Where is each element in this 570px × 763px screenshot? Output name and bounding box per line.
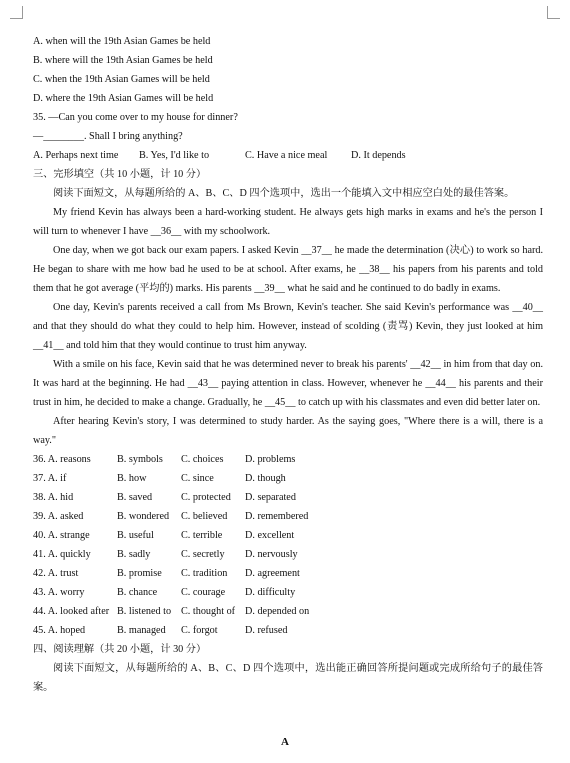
choice-36-c: C. choices (181, 454, 224, 465)
q34-option-d: D. where the 19th Asian Games will be held (33, 93, 214, 104)
crop-mark-top-right (547, 6, 560, 19)
choice-38-a: 38. A. hid (33, 492, 74, 503)
choice-row-36 (33, 450, 543, 469)
q34-option-a: A. when will the 19th Asian Games be held (33, 36, 211, 47)
choice-45-c: C. forgot (181, 625, 218, 636)
answer-choices (33, 450, 543, 640)
choice-45-b: B. managed (117, 625, 166, 636)
section3-heading: 三、完形填空（共 10 小题，计 10 分） (33, 169, 207, 180)
choice-43-c: C. courage (181, 587, 226, 598)
choice-44-c: C. thought of (181, 606, 236, 617)
choice-41-c: C. secretly (181, 549, 225, 560)
choice-39-d: D. remembered (245, 511, 309, 522)
choice-37-a: 37. A. if (33, 473, 67, 484)
passage-paragraph-4: With a smile on his face, Kevin said that he was determined never to break his parents' __42__ in him from that day on. It was hard at the beginning. He had __43__ paying attention in class. However, whenever he __44__ his parents and their trust in him, he decided to make a change. Gradually, he __45__ to catch up with his classmates and even did better later on. (33, 359, 543, 408)
passage-paragraph-3: One day, Kevin's parents received a call from Ms Brown, Kevin's teacher. She said Kevin's performance was __40__ and that they should do what they could to help him. However, instead of scolding (责骂) Kevin, they just looked at him __41__ and told him that they would continue to trust him anyway. (33, 302, 543, 351)
exam-page (33, 32, 543, 697)
choice-40-d: D. excellent (245, 530, 295, 541)
choice-44-a: 44. A. looked after (33, 606, 110, 617)
choice-39-a: 39. A. asked (33, 511, 84, 522)
choice-45-a: 45. A. hoped (33, 625, 86, 636)
choice-row-39 (33, 507, 543, 526)
choice-40-c: C. terrible (181, 530, 223, 541)
choice-43-b: B. chance (117, 587, 158, 598)
choice-row-41 (33, 545, 543, 564)
choice-row-37 (33, 469, 543, 488)
choice-41-b: B. sadly (117, 549, 151, 560)
passage-paragraph-1: My friend Kevin has always been a hard-working student. He always gets high marks in exams and he's the person I will turn to whenever I have __36__ with my schoolwork. (33, 207, 543, 237)
q35-stem: 35. —Can you come over to my house for dinner? (33, 112, 238, 123)
passage-paragraph-5: After hearing Kevin's story, I was determined to study harder. As the saying goes, "Where there is a will, there is a way." (33, 416, 543, 446)
choice-row-44 (33, 602, 543, 621)
choice-40-b: B. useful (117, 530, 154, 541)
passage-paragraph-2: One day, when we got back our exam papers. I asked Kevin __37__ he made the determination (决心) to work so hard. He began to share with me how bad he used to be at school. After exams, he __38__ his papers from his parents and told them that he got average (平均的) marks. His parents __39__ what he said and he continued to do badly in exams. (33, 245, 543, 294)
q35-option-b: B. Yes, I'd like to (139, 150, 210, 161)
choice-39-c: C. believed (181, 511, 228, 522)
choice-row-38 (33, 488, 543, 507)
choice-38-b: B. saved (117, 492, 153, 503)
q35-option-a: A. Perhaps next time (33, 150, 119, 161)
choice-41-d: D. nervously (245, 549, 298, 560)
choice-row-40 (33, 526, 543, 545)
choice-row-43 (33, 583, 543, 602)
choice-row-45 (33, 621, 543, 640)
choice-40-a: 40. A. strange (33, 530, 90, 541)
choice-42-a: 42. A. trust (33, 568, 79, 579)
q34-option-c: C. when the 19th Asian Games will be held (33, 74, 210, 85)
choice-42-d: D. agreement (245, 568, 300, 579)
choice-37-d: D. though (245, 473, 286, 484)
choice-45-d: D. refused (245, 625, 288, 636)
crop-mark-top-left (10, 6, 23, 19)
choice-44-d: D. depended on (245, 606, 310, 617)
choice-41-a: 41. A. quickly (33, 549, 91, 560)
choice-37-b: B. how (117, 473, 147, 484)
choice-row-42 (33, 564, 543, 583)
choice-38-c: C. protected (181, 492, 231, 503)
choice-36-a: 36. A. reasons (33, 454, 91, 465)
page-footer-label: A (281, 736, 289, 748)
q34-option-b: B. where will the 19th Asian Games be held (33, 55, 213, 66)
section4-instruction: 阅读下面短文，从每题所给的 A、B、C、D 四个选项中，选出能正确回答所提问题或完成所给句子的最佳答案。 (33, 663, 543, 693)
section3-instruction: 阅读下面短文，从每题所给的 A、B、C、D 四个选项中，选出一个能填入文中相应空白处的最佳答案。 (53, 188, 515, 199)
q35-options (33, 146, 543, 165)
choice-42-b: B. promise (117, 568, 162, 579)
q35-reply: —________. Shall I bring anything? (33, 131, 183, 142)
q35-option-d: D. It depends (351, 150, 406, 161)
choice-44-b: B. listened to (117, 606, 172, 617)
choice-36-d: D. problems (245, 454, 296, 465)
choice-43-a: 43. A. worry (33, 587, 85, 598)
choice-39-b: B. wondered (117, 511, 170, 522)
choice-42-c: C. tradition (181, 568, 228, 579)
choice-37-c: C. since (181, 473, 214, 484)
q35-option-c: C. Have a nice meal (245, 150, 328, 161)
section4-heading: 四、阅读理解（共 20 小题，计 30 分） (33, 644, 207, 655)
choice-36-b: B. symbols (117, 454, 163, 465)
choice-43-d: D. difficulty (245, 587, 296, 598)
choice-38-d: D. separated (245, 492, 296, 503)
